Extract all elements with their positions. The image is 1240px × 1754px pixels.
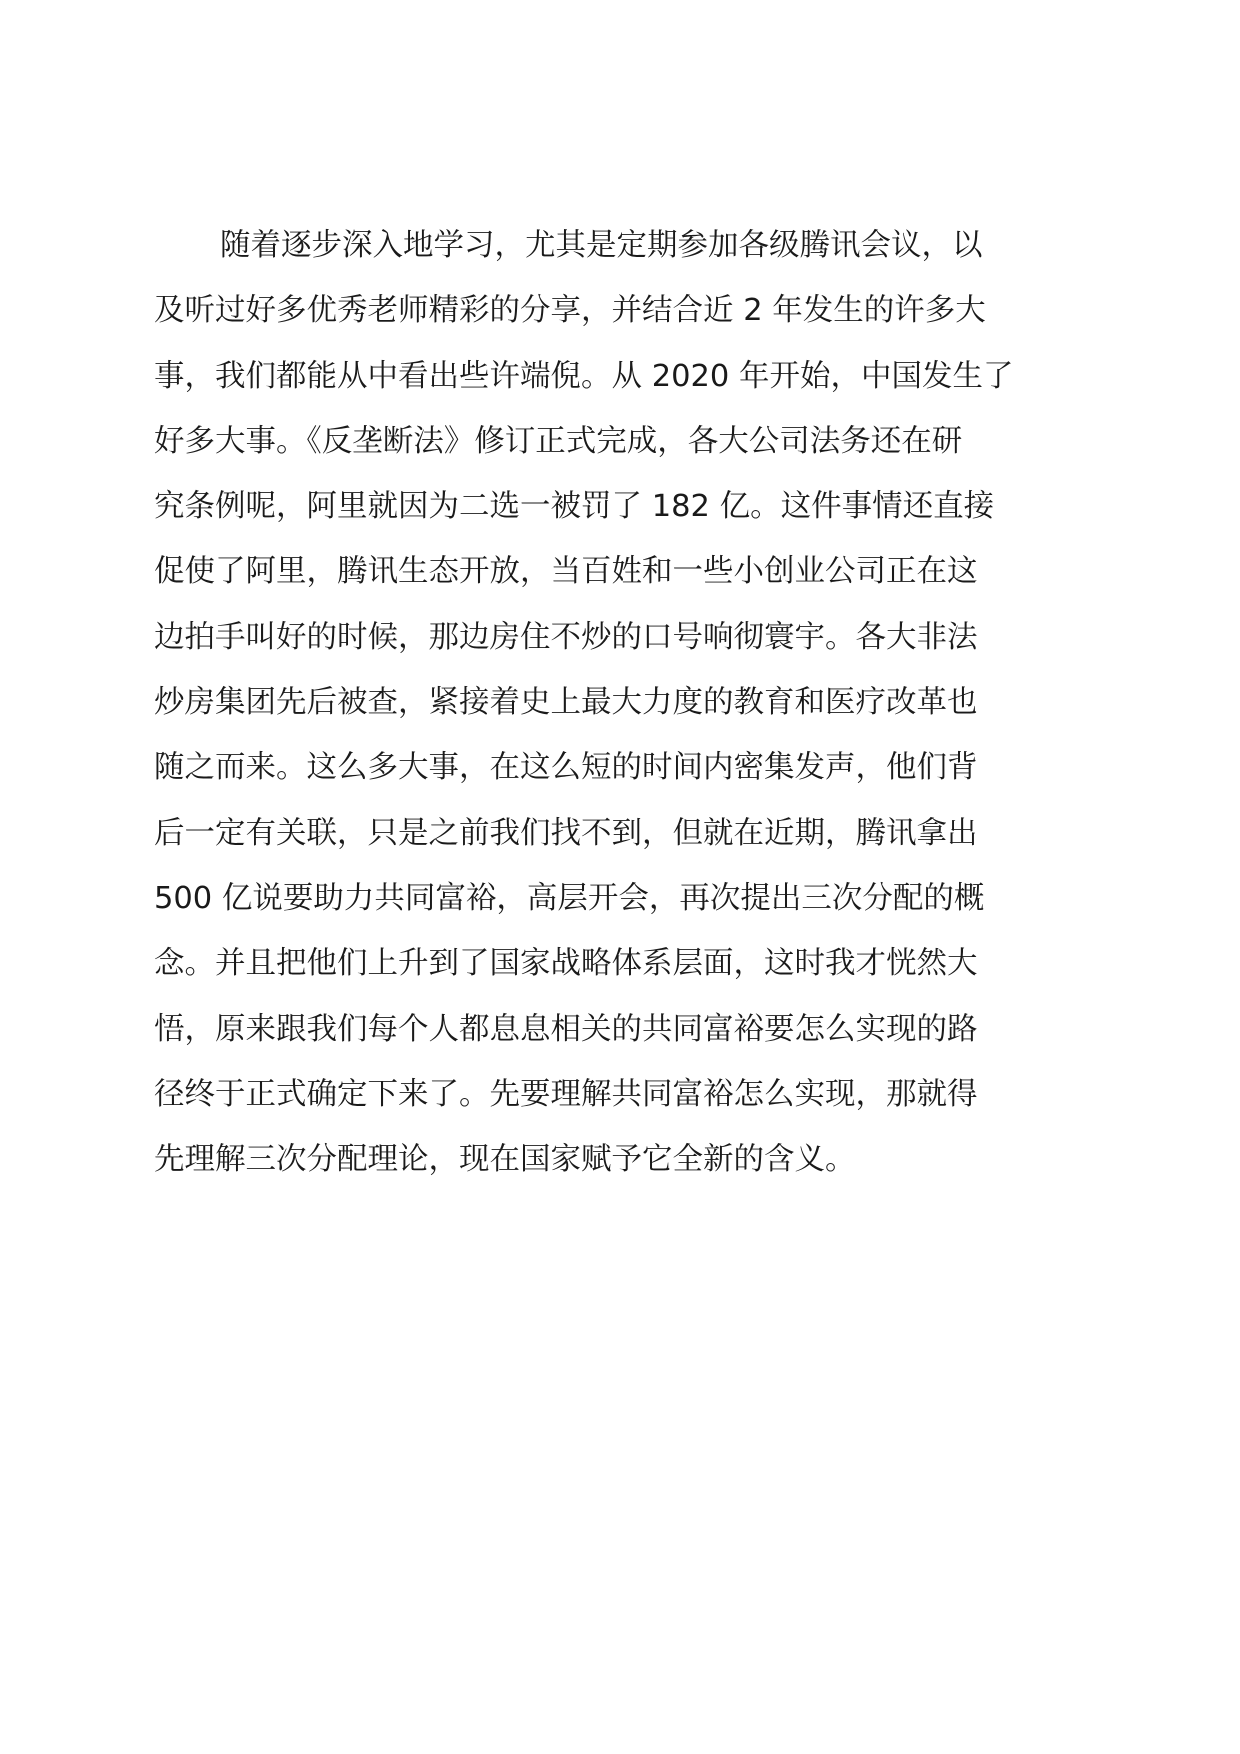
paragraph-line-5: 究条例呢，阿里就因为二选一被罚了 182 亿。这件事情还直接 (154, 489, 995, 525)
paragraph-line-6: 促使了阿里，腾讯生态开放，当百姓和一些小创业公司正在这 (154, 554, 978, 590)
paragraph-line-15: 先理解三次分配理论，现在国家赋予它全新的含义。 (154, 1142, 856, 1178)
paragraph-line-1: 随着逐步深入地学习，尤其是定期参加各级腾讯会议，以 (220, 228, 983, 263)
paragraph-line-10: 后一定有关联，只是之前我们找不到，但就在近期，腾讯拿出 (154, 815, 978, 851)
paragraph-line-7: 边拍手叫好的时候，那边房住不炒的口号响彻寰宇。各大非法 (154, 619, 978, 655)
paragraph-line-8: 炒房集团先后被查，紧接着史上最大力度的教育和医疗改革也 (154, 685, 978, 721)
paragraph-line-4: 好多大事。《反垄断法》修订正式完成，各大公司法务还在研 (154, 423, 963, 459)
paragraph-line-11: 500 亿说要助力共同富裕，高层开会，再次提出三次分配的概 (154, 880, 985, 916)
paragraph-line-3: 事，我们都能从中看出些许端倪。从 2020 年开始，中国发生了 (154, 358, 1014, 394)
paragraph-line-12: 念。并且把他们上升到了国家战略体系层面，这时我才恍然大 (154, 946, 978, 982)
paragraph-line-13: 悟，原来跟我们每个人都息息相关的共同富裕要怎么实现的路 (154, 1011, 978, 1047)
body-paragraph (154, 213, 1094, 1192)
paragraph-line-14: 径终于正式确定下来了。先要理解共同富裕怎么实现，那就得 (154, 1076, 978, 1112)
paragraph-line-2: 及听过好多优秀老师精彩的分享，并结合近 2 年发生的许多大 (154, 293, 986, 329)
paragraph-line-9: 随之而来。这么多大事，在这么短的时间内密集发声，他们背 (154, 750, 978, 786)
